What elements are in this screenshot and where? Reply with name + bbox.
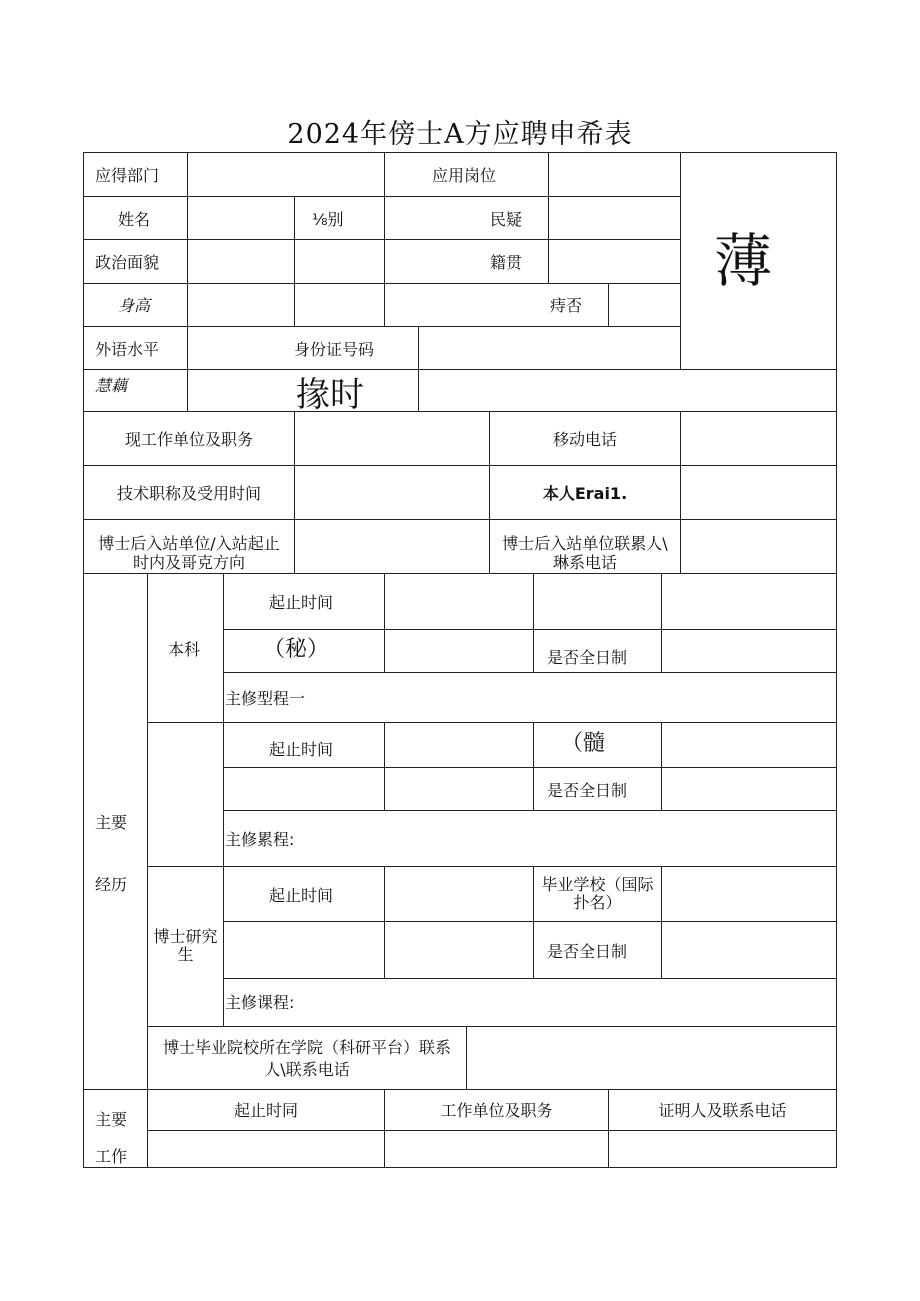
work-section-label: 主要 工作 [95,1110,128,1166]
work-period-header: 起止时同 [233,1101,298,1120]
row6-large-text: 掾时 [296,376,364,411]
master-courses-label: 主修累程: [225,830,295,849]
row6-label: 慧藕 [95,376,128,395]
bachelor-school-text: （秘） [263,637,330,662]
grid-line [384,722,385,810]
grid-line [83,152,84,1168]
language-level-label: 外语水平 [95,340,160,359]
grid-line [223,810,837,811]
grid-line [83,283,681,284]
ethnicity-label: 民疑 [490,210,523,229]
tech-title-label: 技术职称及受用时间 [116,484,261,503]
grid-line [223,921,837,922]
height-label: 身高 [118,296,151,315]
phd-courses-label: 主修课程: [225,993,295,1012]
grid-line [294,411,295,573]
phd-contact-label: 博士毕业院校所在学院（科研平台）联系 人\联系电话 [162,1038,451,1079]
grid-line [836,152,837,1168]
dept-label: 应得部门 [95,166,160,185]
grid-line [223,978,837,979]
grid-line [466,1026,467,1089]
grid-line [680,411,681,573]
grid-line [83,196,681,197]
grid-line [294,196,295,326]
grid-line [548,152,549,283]
grid-line [147,1026,837,1027]
marital-status-label: 痔否 [550,296,583,315]
grid-line [83,465,837,466]
position-label: 应用岗位 [432,166,497,185]
native-place-label: 籍贯 [490,253,523,272]
grid-line [661,573,662,672]
bachelor-courses-label: 主修型程一 [225,689,306,708]
phd-school-label: 毕业学校（国际 扑名） [541,875,654,912]
phd-period-label: 起止时间 [269,886,334,905]
political-status-label: 政治面貌 [95,253,160,272]
grid-line [661,866,662,978]
master-school-text: （髓 [561,731,606,756]
postdoc-contact-label: 博士后入站单位联累人\ 琳系电话 [502,534,668,572]
work-unit-header: 工作单位及职务 [440,1101,553,1120]
grid-line [147,722,837,723]
mobile-label: 移动电话 [552,430,617,449]
work-unit-label: 现工作单位及职务 [124,430,253,449]
grid-line [608,283,609,326]
grid-line [533,573,534,672]
email-label: 本人Erai1. [542,484,628,503]
bachelor-period-label: 起止时间 [269,593,334,612]
grid-line [147,866,837,867]
grid-line [384,152,385,326]
grid-line [83,573,837,574]
grid-line [147,1130,837,1131]
grid-line [418,326,419,411]
gender-label: ⅛别 [312,210,344,229]
work-reference-header: 证明人及联系电话 [658,1101,787,1120]
grid-line [661,722,662,810]
master-fulltime-label: 是否全日制 [547,781,628,800]
grid-line [223,767,837,768]
master-period-label: 起止时间 [269,740,334,759]
grid-line [83,239,681,240]
grid-line [223,672,837,673]
phd-label: 博士研究 生 [153,927,218,964]
grid-line [680,152,681,369]
grid-line [83,326,681,327]
grid-line [384,573,385,672]
grid-line [384,866,385,978]
grid-line [83,369,837,370]
postdoc-unit-label: 博士后入站单位/入站起止 时内及哥克方向 [98,534,280,572]
bachelor-label: 本科 [168,640,201,659]
photo-placeholder: 薄 [714,227,773,295]
name-label: 姓名 [118,210,151,229]
education-section-label: 主要 经历 [95,813,128,894]
form-title: 2024年傍士A方应聘申希表 [287,119,633,150]
grid-line [187,152,188,411]
grid-line [533,722,534,810]
bachelor-fulltime-label: 是否全日制 [547,648,628,667]
grid-line [83,1089,837,1090]
grid-line [83,152,837,153]
grid-line [223,573,224,1026]
grid-line [83,1167,837,1168]
grid-line [83,519,837,520]
grid-line [83,411,837,412]
phd-fulltime-label: 是否全日制 [547,942,628,961]
id-number-label: 身份证号码 [294,340,375,359]
grid-line [223,629,837,630]
